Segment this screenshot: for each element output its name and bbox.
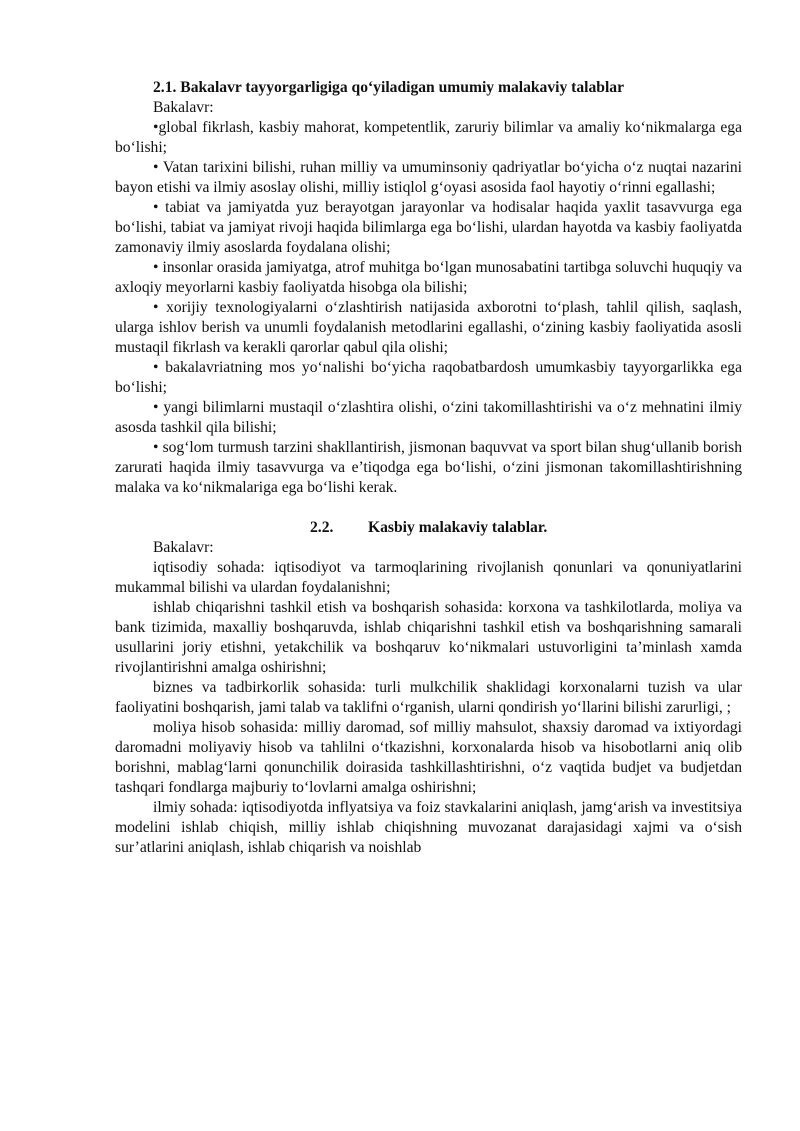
paragraph: iqtisodiy sohada: iqtisodiyot va tarmoqlarining rivojlanish qonunlari va qonuniyatlarini mukammal bilishi va ulardan foydalanishni;	[115, 559, 742, 596]
paragraph: ishlab chiqarishni tashkil etish va boshqarish sohasida: korxona va tashkilotlarda, moliya va bank tizimida, maxalliy boshqaruvda, ishlab chiqarishni tashkil etish va boshqarishning samarali usullarini joriy etishni, yetakchilik va boshqaruv ko‘nikmalari ustuvorligini ta’minlash xamda rivojlantirishni amalga oshirishni;	[115, 599, 742, 676]
paragraph: • Vatan tarixini bilishi, ruhan milliy va umuminsoniy qadriyatlar bo‘yicha o‘z nuqtai nazarini bayon etishi va ilmiy asoslay olishi, milliy istiqlol g‘oyasi asosida faol hayotiy o‘rinni egallashi;	[115, 159, 742, 196]
paragraph: • insonlar orasida jamiyatga, atrof muhitga bo‘lgan munosabatini tartibga soluvchi huquqiy va axloqiy meyorlarni kasbiy faoliyatda hisobga ola bilishi;	[115, 259, 742, 296]
document-page	[115, 78, 742, 858]
paragraph: biznes va tadbirkorlik sohasida: turli mulkchilik shaklidagi korxonalarni tuzish va ular faoliyatini boshqarish, jami talab va taklifni o‘rganish, ularni qondirish yo‘llarini bilishi zarurligi, ;	[115, 679, 742, 716]
paragraph: • tabiat va jamiyatda yuz berayotgan jarayonlar va hodisalar haqida yaxlit tasavvurga ega bo‘lishi, tabiat va jamiyat rivoji haqida bilimlarga ega bo‘lishi, ulardan hayotda va kasbiy faoliyatda zamonaviy ilmiy asoslarda foydalana olishi;	[115, 199, 742, 256]
section-number: 2.2.	[310, 519, 334, 536]
paragraph: •global fikrlash, kasbiy mahorat, kompetentlik, zaruriy bilimlar va amaliy ko‘nikmalarga ega bo‘lishi;	[115, 119, 742, 156]
section-heading	[115, 518, 742, 538]
paragraph: moliya hisob sohasida: milliy daromad, sof milliy mahsulot, shaxsiy daromad va ixtiyordagi daromadni moliyaviy hisob va tahlilni o‘tkazishni, korxonalarda hisob va hisobotlarni aniq olib borishni, mablag‘larni qonunchilik doirasida tashkillashtirishni, o‘z vaqtida budjet va budjetdan tashqari fondlarga majburiy to‘lovlarni amalga oshirishni;	[115, 719, 742, 796]
paragraph: • sog‘lom turmush tarzini shakllantirish, jismonan baquvvat va sport bilan shug‘ullanib borish zarurati haqida ilmiy tasavvurga va e’tiqodga ega bo‘lishi, o‘zini jismonan takomillashtirishning malaka va ko‘nikmalariga ega bo‘lishi kerak.	[115, 439, 742, 496]
section-title: Kasbiy malakaviy talablar.	[368, 519, 548, 536]
paragraph: ilmiy sohada: iqtisodiyotda inflyatsiya va foiz stavkalarini aniqlash, jamg‘arish va investitsiya modelini ishlab chiqish, milliy ishlab chiqishning muvozanat darajasidagi xajmi va o‘sish sur’atlarini aniqlash, ishlab chiqarish va noishlab	[115, 799, 742, 856]
section-intro: Bakalavr:	[153, 539, 214, 556]
paragraph: • bakalavriatning mos yo‘nalishi bo‘yicha raqobatbardosh umumkasbiy tayyorgarlikka ega bo‘lishi;	[115, 359, 742, 396]
section-intro: Bakalavr:	[153, 99, 214, 116]
section-heading: 2.1. Bakalavr tayyorgarligiga qo‘yiladigan umumiy malakaviy talablar	[153, 79, 625, 96]
paragraph: • yangi bilimlarni mustaqil o‘zlashtira olishi, o‘zini takomillashtirishi va o‘z mehnatini ilmiy asosda tashkil qila bilishi;	[115, 399, 742, 436]
paragraph: • xorijiy texnologiyalarni o‘zlashtirish natijasida axborotni to‘plash, tahlil qilish, saqlash, ularga ishlov berish va unumli foydalanish metodlarini egallashi, o‘zining kasbiy faoliyatida asosli mustaqil fikrlash va kerakli qarorlar qabul qila olishi;	[115, 299, 742, 356]
